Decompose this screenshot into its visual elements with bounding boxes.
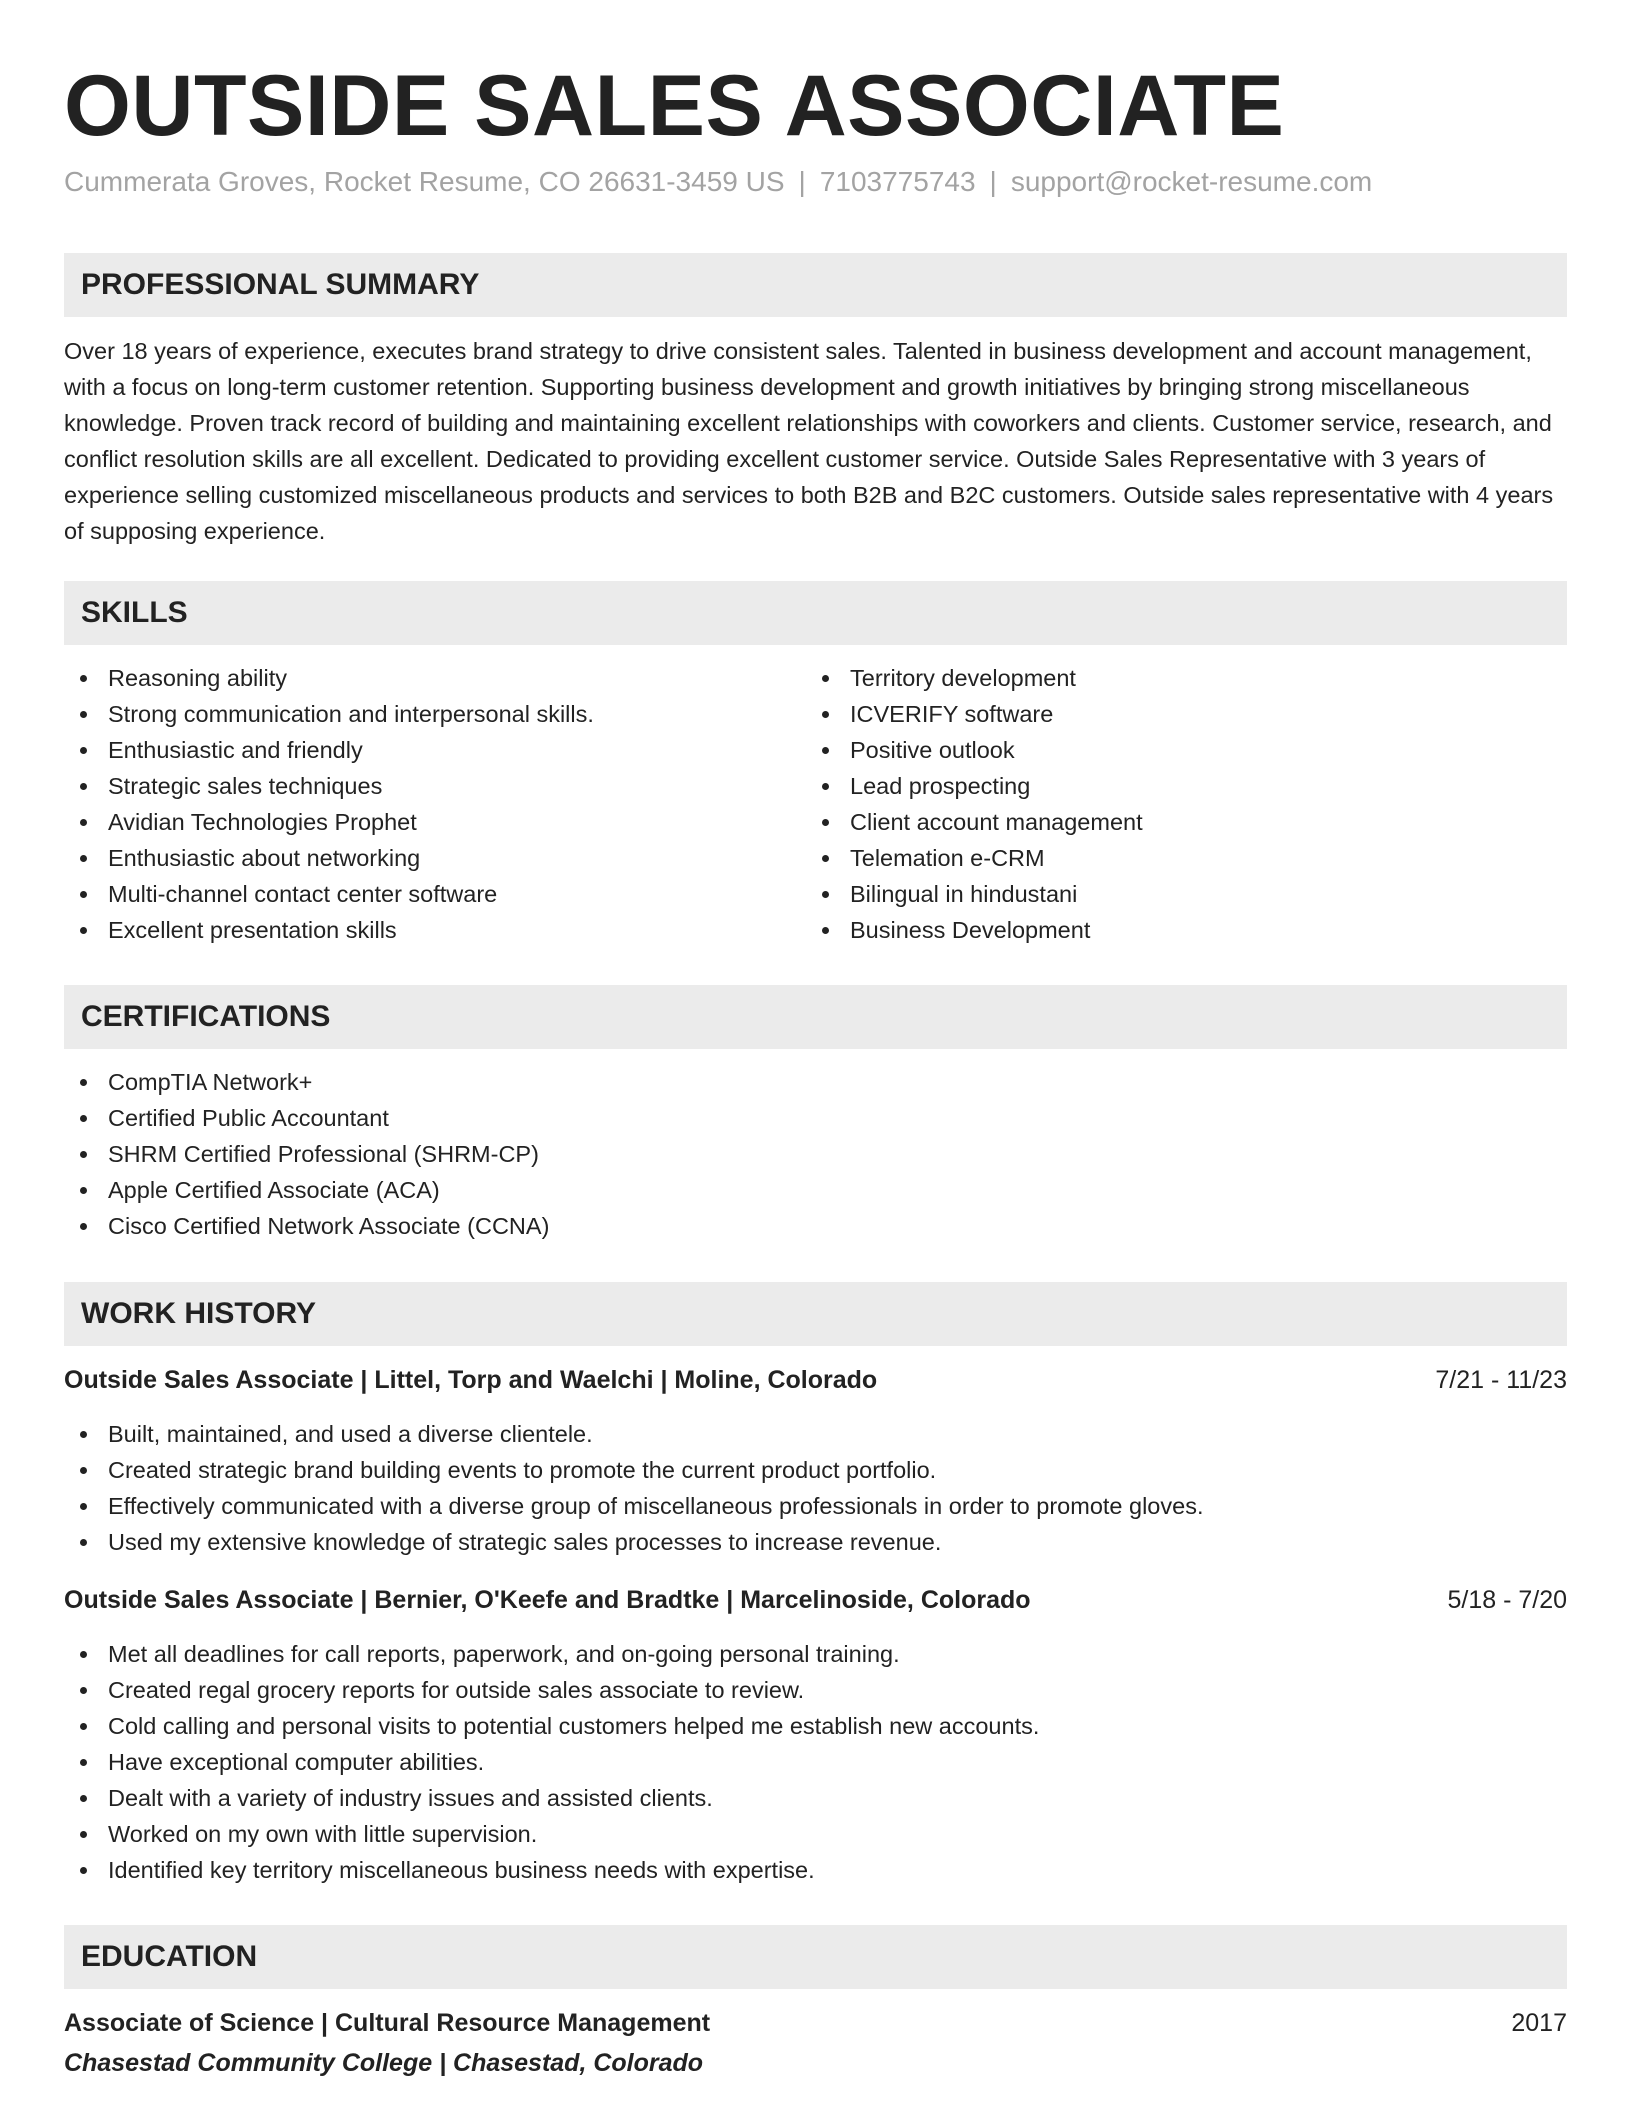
job-bullet: Identified key territory miscellaneous business needs with expertise. <box>64 1852 1567 1888</box>
skill-item: Positive outlook <box>806 732 1548 768</box>
certification-item: SHRM Certified Professional (SHRM-CP) <box>64 1136 1567 1172</box>
skill-item: Bilingual in hindustani <box>806 876 1548 912</box>
job-bullet: Met all deadlines for call reports, paperwork, and on-going personal training. <box>64 1636 1567 1672</box>
skill-item: Strong communication and interpersonal skills. <box>64 696 806 732</box>
contact-email: support@rocket-resume.com <box>1010 166 1373 197</box>
skills-columns <box>64 660 1567 948</box>
job-bullet: Effectively communicated with a diverse group of miscellaneous professionals in order to promote gloves. <box>64 1488 1567 1524</box>
skill-item: Client account management <box>806 804 1548 840</box>
skills-column-left <box>64 660 806 948</box>
job-title: Outside Sales Associate | Littel, Torp and Waelchi | Moline, Colorado <box>64 1366 878 1394</box>
skill-item: Territory development <box>806 660 1548 696</box>
skill-item: Reasoning ability <box>64 660 806 696</box>
skills-list-right <box>806 660 1548 948</box>
education-header <box>64 2005 1567 2041</box>
certification-item: Apple Certified Associate (ACA) <box>64 1172 1567 1208</box>
education-degree: Associate of Science | Cultural Resource Management <box>64 2009 711 2037</box>
skill-item: Excellent presentation skills <box>64 912 806 948</box>
certifications-list <box>64 1064 1567 1244</box>
job-header <box>64 1582 1567 1618</box>
job-bullets <box>64 1416 1567 1560</box>
contact-line <box>64 164 1567 200</box>
job-entry <box>64 1362 1567 1560</box>
skill-item: Lead prospecting <box>806 768 1548 804</box>
skill-item: Enthusiastic and friendly <box>64 732 806 768</box>
resume-page <box>64 0 1567 2081</box>
job-entry <box>64 1582 1567 1888</box>
job-bullet: Dealt with a variety of industry issues and assisted clients. <box>64 1780 1567 1816</box>
contact-separator: | <box>798 166 806 197</box>
job-bullet: Created regal grocery reports for outside sales associate to review. <box>64 1672 1567 1708</box>
education-entry <box>64 2005 1567 2081</box>
summary-text: Over 18 years of experience, executes brand strategy to drive consistent sales. Talented in business development and account management, with a focus on long-term customer retention. Supporting business development and growth initiatives by bringing strong miscellaneous knowledge. Proven track record of building and maintaining excellent relationships with coworkers and clients. Customer service, research, and conflict resolution skills are all excellent. Dedicated to providing excellent customer service. Outside Sales Representative with 3 years of experience selling customized miscellaneous products and services to both B2B and B2C customers. Outside sales representative with 4 years of supposing experience. <box>64 338 1554 544</box>
resume-title: OUTSIDE SALES ASSOCIATE <box>64 58 1285 154</box>
education-school: Chasestad Community College | Chasestad, Colorado <box>64 2049 704 2077</box>
skill-item: Multi-channel contact center software <box>64 876 806 912</box>
section-header-education: EDUCATION <box>64 1925 1567 1989</box>
job-bullet: Built, maintained, and used a diverse clientele. <box>64 1416 1567 1452</box>
skill-item: Business Development <box>806 912 1548 948</box>
contact-address: Cummerata Groves, Rocket Resume, CO 26631-3459 US <box>64 166 785 197</box>
job-bullet: Cold calling and personal visits to potential customers helped me establish new accounts. <box>64 1708 1567 1744</box>
job-title: Outside Sales Associate | Bernier, O'Keefe and Bradtke | Marcelinoside, Colorado <box>64 1586 1031 1614</box>
job-bullet: Created strategic brand building events to promote the current product portfolio. <box>64 1452 1567 1488</box>
skills-column-right <box>806 660 1548 948</box>
skill-item: Avidian Technologies Prophet <box>64 804 806 840</box>
job-bullets <box>64 1636 1567 1888</box>
certification-item: Certified Public Accountant <box>64 1100 1567 1136</box>
section-header-summary: PROFESSIONAL SUMMARY <box>64 253 1567 317</box>
contact-phone: 7103775743 <box>819 166 976 197</box>
job-bullet: Have exceptional computer abilities. <box>64 1744 1567 1780</box>
job-bullet: Used my extensive knowledge of strategic sales processes to increase revenue. <box>64 1524 1567 1560</box>
section-header-work-history: WORK HISTORY <box>64 1282 1567 1346</box>
section-header-skills: SKILLS <box>64 581 1567 645</box>
skill-item: ICVERIFY software <box>806 696 1548 732</box>
education-year: 2017 <box>1511 2009 1567 2037</box>
contact-separator: | <box>989 166 997 197</box>
section-header-certifications: CERTIFICATIONS <box>64 985 1567 1049</box>
job-header <box>64 1362 1567 1398</box>
job-bullet: Worked on my own with little supervision. <box>64 1816 1567 1852</box>
skill-item: Telemation e-CRM <box>806 840 1548 876</box>
certification-item: CompTIA Network+ <box>64 1064 1567 1100</box>
certification-item: Cisco Certified Network Associate (CCNA) <box>64 1208 1567 1244</box>
skills-list-left <box>64 660 806 948</box>
job-dates: 5/18 - 7/20 <box>1447 1586 1567 1614</box>
skill-item: Enthusiastic about networking <box>64 840 806 876</box>
job-dates: 7/21 - 11/23 <box>1435 1366 1567 1394</box>
skill-item: Strategic sales techniques <box>64 768 806 804</box>
